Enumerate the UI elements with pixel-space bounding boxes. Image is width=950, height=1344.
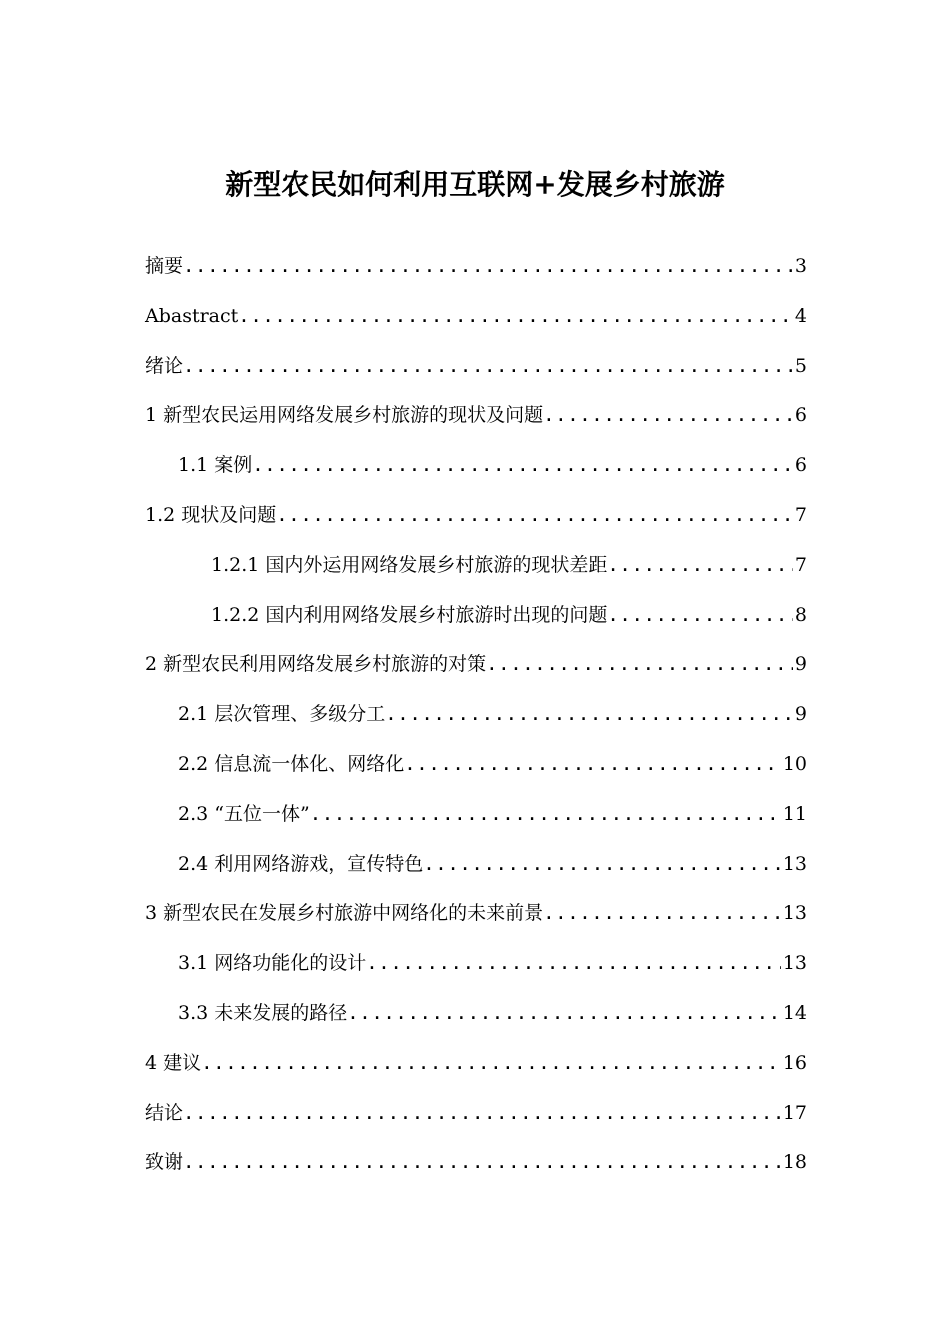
toc-entry-page: 13 (782, 902, 807, 925)
document-title: 新型农民如何利用互联网+发展乡村旅游 (225, 167, 725, 201)
toc-entry-page: 17 (782, 1101, 807, 1124)
toc-entry[interactable] (145, 395, 807, 445)
toc-entry[interactable] (145, 694, 807, 744)
toc-entry[interactable] (145, 744, 807, 794)
toc-dot-leader (183, 246, 793, 286)
toc-entry[interactable] (145, 1142, 807, 1192)
toc-entry-page: 18 (782, 1151, 807, 1174)
toc-entry-label: 2.1 层次管理、多级分工 (178, 703, 386, 726)
toc-entry-label: Abastract (145, 304, 239, 327)
toc-entry-label: 2.4 利用网络游戏，宣传特色 (178, 852, 424, 875)
toc-entry[interactable] (145, 993, 807, 1043)
toc-entry-page: 13 (782, 852, 807, 875)
toc-entry-label: 致谢 (145, 1151, 184, 1174)
toc-dot-leader (486, 644, 793, 684)
toc-dot-leader (543, 893, 781, 933)
toc-entry-label: 绪论 (145, 354, 184, 377)
toc-entry[interactable] (145, 246, 807, 296)
toc-entry-page: 4 (794, 304, 807, 327)
toc-entry-label: 1.1 案例 (178, 454, 253, 477)
toc-dot-leader (543, 395, 793, 435)
toc-entry-page: 16 (782, 1051, 807, 1074)
toc-entry-label: 3 新型农民在发展乡村旅游中网络化的未来前景 (145, 902, 544, 925)
toc-entry-label: 2.2 信息流一体化、网络化 (178, 752, 405, 775)
toc-dot-leader (385, 694, 793, 734)
toc-entry[interactable] (145, 445, 807, 495)
toc-entry[interactable] (145, 495, 807, 545)
table-of-contents (145, 246, 807, 1192)
toc-dot-leader (347, 993, 781, 1033)
toc-entry-page: 13 (782, 952, 807, 975)
toc-entry-page: 14 (782, 1001, 807, 1024)
toc-dot-leader (423, 844, 781, 884)
toc-entry-label: 1 新型农民运用网络发展乡村旅游的现状及问题 (145, 404, 544, 427)
toc-dot-leader (404, 744, 781, 784)
toc-dot-leader (183, 1142, 781, 1182)
toc-entry-label: 1.2.2 国内利用网络发展乡村旅游时出现的问题 (211, 603, 608, 626)
toc-entry-page: 10 (782, 752, 807, 775)
toc-dot-leader (276, 495, 793, 535)
toc-dot-leader (366, 943, 781, 983)
toc-entry-label: 1.2.1 国内外运用网络发展乡村旅游的现状差距 (211, 553, 608, 576)
toc-entry-page: 3 (794, 255, 807, 277)
toc-entry-page: 8 (794, 603, 807, 626)
toc-entry[interactable] (145, 844, 807, 894)
toc-entry-page: 11 (782, 802, 807, 825)
toc-entry-label: 摘要 (145, 255, 184, 277)
toc-entry-page: 5 (794, 354, 807, 377)
toc-dot-leader (238, 296, 793, 336)
toc-dot-leader (252, 445, 793, 485)
toc-entry-page: 7 (794, 553, 807, 576)
toc-entry-label: 2.3 “五位一体” (178, 802, 310, 825)
toc-dot-leader (607, 545, 793, 585)
toc-entry[interactable] (145, 794, 807, 844)
toc-entry-label: 4 建议 (145, 1051, 202, 1074)
toc-entry[interactable] (145, 346, 807, 396)
toc-entry-label: 结论 (145, 1101, 184, 1124)
toc-entry-page: 9 (794, 653, 807, 676)
toc-entry[interactable] (145, 1043, 807, 1093)
toc-entry-page: 6 (794, 454, 807, 477)
toc-dot-leader (183, 1093, 781, 1133)
toc-entry[interactable] (145, 893, 807, 943)
toc-dot-leader (310, 794, 781, 834)
toc-entry-label: 2 新型农民利用网络发展乡村旅游的对策 (145, 653, 487, 676)
toc-entry[interactable] (145, 1093, 807, 1143)
toc-entry-page: 6 (794, 404, 807, 427)
toc-entry-page: 7 (794, 503, 807, 526)
toc-dot-leader (201, 1043, 781, 1083)
toc-dot-leader (183, 346, 793, 386)
toc-entry[interactable] (145, 595, 807, 645)
toc-dot-leader (607, 595, 793, 635)
toc-entry[interactable] (145, 943, 807, 993)
toc-entry[interactable] (145, 644, 807, 694)
toc-entry-label: 3.1 网络功能化的设计 (178, 952, 367, 975)
toc-entry-page: 9 (794, 703, 807, 726)
toc-entry[interactable] (145, 545, 807, 595)
toc-entry-label: 3.3 未来发展的路径 (178, 1001, 348, 1024)
toc-entry-label: 1.2 现状及问题 (145, 503, 277, 526)
toc-entry[interactable] (145, 296, 807, 346)
